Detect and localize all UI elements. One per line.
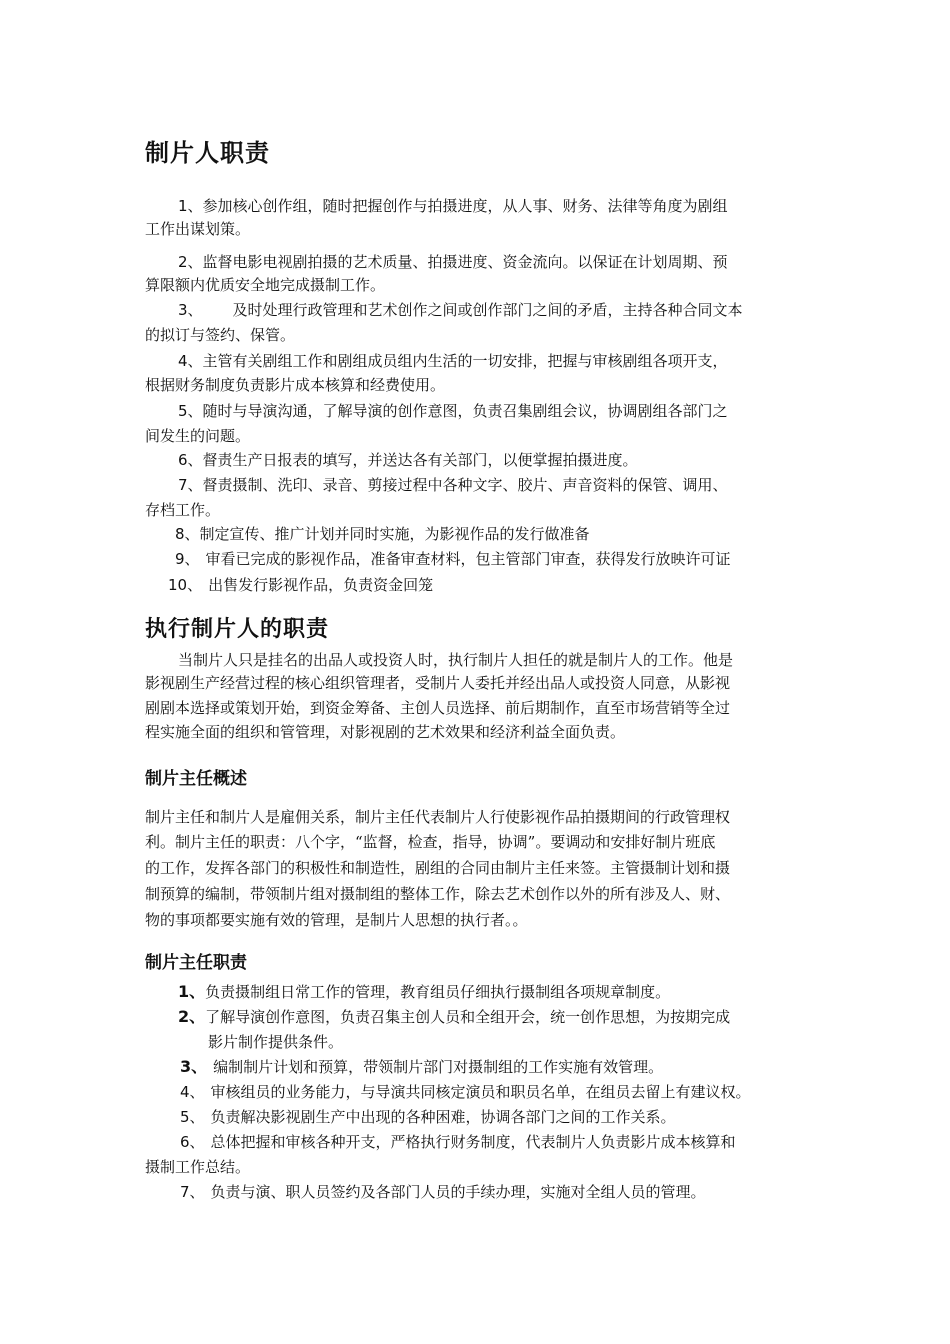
list-item: 5、 负责解决影视剧生产中出现的各种困难，协调各部门之间的工作关系。 bbox=[180, 1108, 676, 1126]
list-item: 2、监督电影电视剧拍摄的艺术质量、拍摄进度、资金流向。以保证在计划周期、预 bbox=[178, 253, 728, 271]
list-item: 3、 编制制片计划和预算，带领制片部门对摄制组的工作实施有效管理。 bbox=[180, 1057, 664, 1076]
list-item: 7、 负责与演、职人员签约及各部门人员的手续办理，实施对全组人员的管理。 bbox=[180, 1183, 706, 1201]
list-item: 6、督责生产日报表的填写，并送达各有关部门，以便掌握拍摄进度。 bbox=[178, 451, 638, 469]
list-item: 10、 出售发行影视作品，负责资金回笼 bbox=[168, 576, 434, 594]
list-item: 2、了解导演创作意图，负责召集主创人员和全组开会，统一创作思想，为按期完成 bbox=[178, 1007, 731, 1026]
list-item: 3、 及时处理行政管理和艺术创作之间或创作部门之间的矛盾，主持各种合同文本 bbox=[178, 301, 743, 319]
paragraph-line: 利。制片主任的职责：八个字，“监督，检查，指导，协调”。要调动和安排好制片班底 bbox=[145, 833, 716, 851]
list-item-continuation: 根据财务制度负责影片成本核算和经费使用。 bbox=[145, 376, 446, 394]
paragraph-line: 的工作，发挥各部门的积极性和制造性，剧组的合同由制片主任来签。主管摄制计划和摄 bbox=[145, 859, 731, 877]
list-item-continuation: 间发生的问题。 bbox=[145, 427, 251, 445]
paragraph-line: 剧剧本选择或策划开始，到资金筹备、主创人员选择、前后期制作，直至市场营销等全过 bbox=[145, 699, 731, 717]
list-item: 6、 总体把握和审核各种开支，严格执行财务制度，代表制片人负责影片成本核算和 bbox=[180, 1133, 736, 1151]
paragraph-line: 物的事项都要实施有效的管理，是制片人思想的执行者。。 bbox=[145, 911, 528, 929]
list-item: 7、督责摄制、洗印、录音、剪接过程中各种文字、胶片、声音资料的保管、调用、 bbox=[178, 476, 728, 494]
paragraph-line: 制片主任和制片人是雇佣关系，制片主任代表制片人行使影视作品拍摄期间的行政管理权 bbox=[145, 808, 731, 826]
list-item: 9、 审看已完成的影视作品，准备审查材料，包主管部门审查，获得发行放映许可证 bbox=[175, 550, 731, 568]
list-item: 8、制定宣传、推广计划并同时实施，为影视作品的发行做准备 bbox=[175, 525, 590, 543]
section-title-producer-duties: 制片人职责 bbox=[145, 139, 270, 167]
list-item: 4、主管有关剧组工作和剧组成员组内生活的一切安排，把握与审核剧组各项开支， bbox=[178, 352, 728, 370]
list-item: 1、负责摄制组日常工作的管理，教育组员仔细执行摄制组各项规章制度。 bbox=[178, 982, 671, 1001]
paragraph-line: 当制片人只是挂名的出品人或投资人时，执行制片人担任的就是制片人的工作。他是 bbox=[178, 651, 734, 669]
list-item-continuation: 的拟订与签约、保管。 bbox=[145, 326, 296, 344]
section-title-production-manager-duties: 制片主任职责 bbox=[145, 953, 247, 973]
list-item-continuation: 影片制作提供条件。 bbox=[208, 1033, 344, 1051]
paragraph-line: 影视剧生产经营过程的核心组织管理者，受制片人委托并经出品人或投资人同意，从影视 bbox=[145, 674, 731, 692]
section-title-production-manager-overview: 制片主任概述 bbox=[145, 769, 247, 789]
list-item: 5、随时与导演沟通，了解导演的创作意图，负责召集剧组会议，协调剧组各部门之 bbox=[178, 402, 728, 420]
section-title-executive-producer: 执行制片人的职责 bbox=[145, 617, 330, 642]
list-item: 1、参加核心创作组，随时把握创作与拍摄进度，从人事、财务、法律等角度为剧组 bbox=[178, 197, 728, 215]
list-item-continuation: 算限额内优质安全地完成摄制工作。 bbox=[145, 276, 386, 294]
list-item-continuation: 摄制工作总结。 bbox=[145, 1158, 251, 1176]
list-item-continuation: 存档工作。 bbox=[145, 501, 221, 519]
paragraph-line: 程实施全面的组织和管管理，对影视剧的艺术效果和经济利益全面负责。 bbox=[145, 723, 626, 741]
list-item-continuation: 工作出谋划策。 bbox=[145, 220, 251, 238]
paragraph-line: 制预算的编制，带领制片组对摄制组的整体工作，除去艺术创作以外的所有涉及人、财、 bbox=[145, 885, 731, 903]
list-item: 4、 审核组员的业务能力，与导演共同核定演员和职员名单，在组员去留上有建议权。 bbox=[180, 1083, 751, 1101]
